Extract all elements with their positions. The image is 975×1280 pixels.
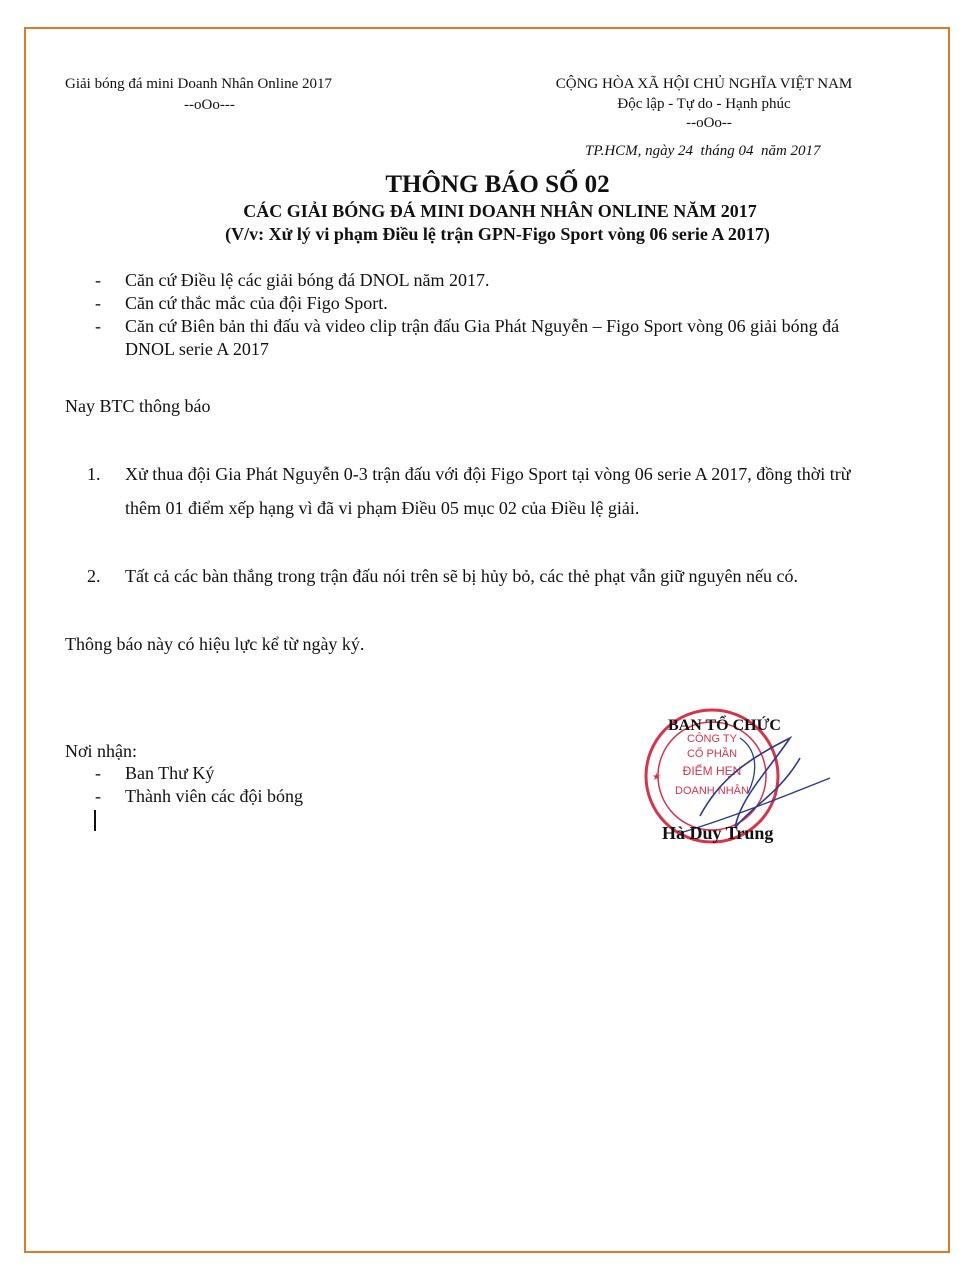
bullet-dash: -	[95, 786, 101, 806]
right-separator: --oOo--	[686, 115, 732, 131]
country-name: CỘNG HÒA XÃ HỘI CHỦ NGHĨA VIỆT NAM	[555, 76, 853, 92]
recipient-item: Thành viên các đội bóng	[125, 786, 303, 806]
recipients-label: Nơi nhận:	[65, 741, 138, 761]
decision-number: 2.	[87, 566, 101, 586]
announcement-intro: Nay BTC thông báo	[65, 396, 211, 416]
decision-number: 1.	[87, 464, 101, 484]
document-title: THÔNG BÁO SỐ 02	[385, 171, 610, 198]
bullet-dash: -	[95, 270, 101, 290]
date-line: TP.HCM, ngày 24 tháng 04 năm 2017	[585, 143, 821, 159]
svg-text:DOANH NHÂN: DOANH NHÂN	[675, 785, 749, 797]
basis-item: Căn cứ Điều lệ các giải bóng đá DNOL năm 2017.	[125, 270, 490, 290]
recipient-item: Ban Thư Ký	[125, 763, 215, 783]
signer-name: Hà Duy Trung	[662, 823, 774, 843]
text-cursor	[94, 810, 96, 831]
organizer-name: Giải bóng đá mini Doanh Nhân Online 2017	[65, 76, 333, 92]
decision-text-continued: thêm 01 điểm xếp hạng vì đã vi phạm Điều 05 mục 02 của Điều lệ giải.	[125, 498, 640, 518]
decision-text: Tất cả các bàn thắng trong trận đấu nói trên sẽ bị hủy bỏ, các thẻ phạt vẫn giữ nguyên nếu có.	[125, 566, 799, 586]
effective-notice: Thông báo này có hiệu lực kể từ ngày ký.	[65, 634, 365, 654]
svg-text:★: ★	[652, 772, 661, 783]
national-motto: Độc lập - Tự do - Hạnh phúc	[617, 96, 791, 112]
signing-body: BAN TỔ CHỨC	[668, 717, 781, 734]
decision-text: Xử thua đội Gia Phát Nguyễn 0-3 trận đấu với đội Figo Sport tại vòng 06 serie A 2017, đồng thời trừ	[125, 464, 851, 484]
basis-item: Căn cứ thắc mắc của đội Figo Sport.	[125, 293, 388, 313]
svg-text:CÔNG TY: CÔNG TY	[687, 733, 737, 745]
bullet-dash: -	[95, 293, 101, 313]
document-subject: (V/v: Xử lý vi phạm Điều lệ trận GPN-Figo Sport vòng 06 serie A 2017)	[225, 224, 770, 244]
bullet-dash: -	[95, 316, 101, 336]
left-separator: --oOo---	[184, 97, 235, 113]
basis-item: Căn cứ Biên bản thi đấu và video clip trận đấu Gia Phát Nguyễn – Figo Sport vòng 06 giải bóng đá	[125, 316, 840, 336]
basis-item-continued: DNOL serie A 2017	[125, 339, 269, 359]
document-subtitle: CÁC GIẢI BÓNG ĐÁ MINI DOANH NHÂN ONLINE NĂM 2017	[243, 201, 757, 221]
svg-text:CỔ PHẦN: CỔ PHẦN	[686, 748, 738, 760]
bullet-dash: -	[95, 763, 101, 783]
svg-text:ĐIỂM HẸN: ĐIỂM HẸN	[682, 764, 742, 778]
